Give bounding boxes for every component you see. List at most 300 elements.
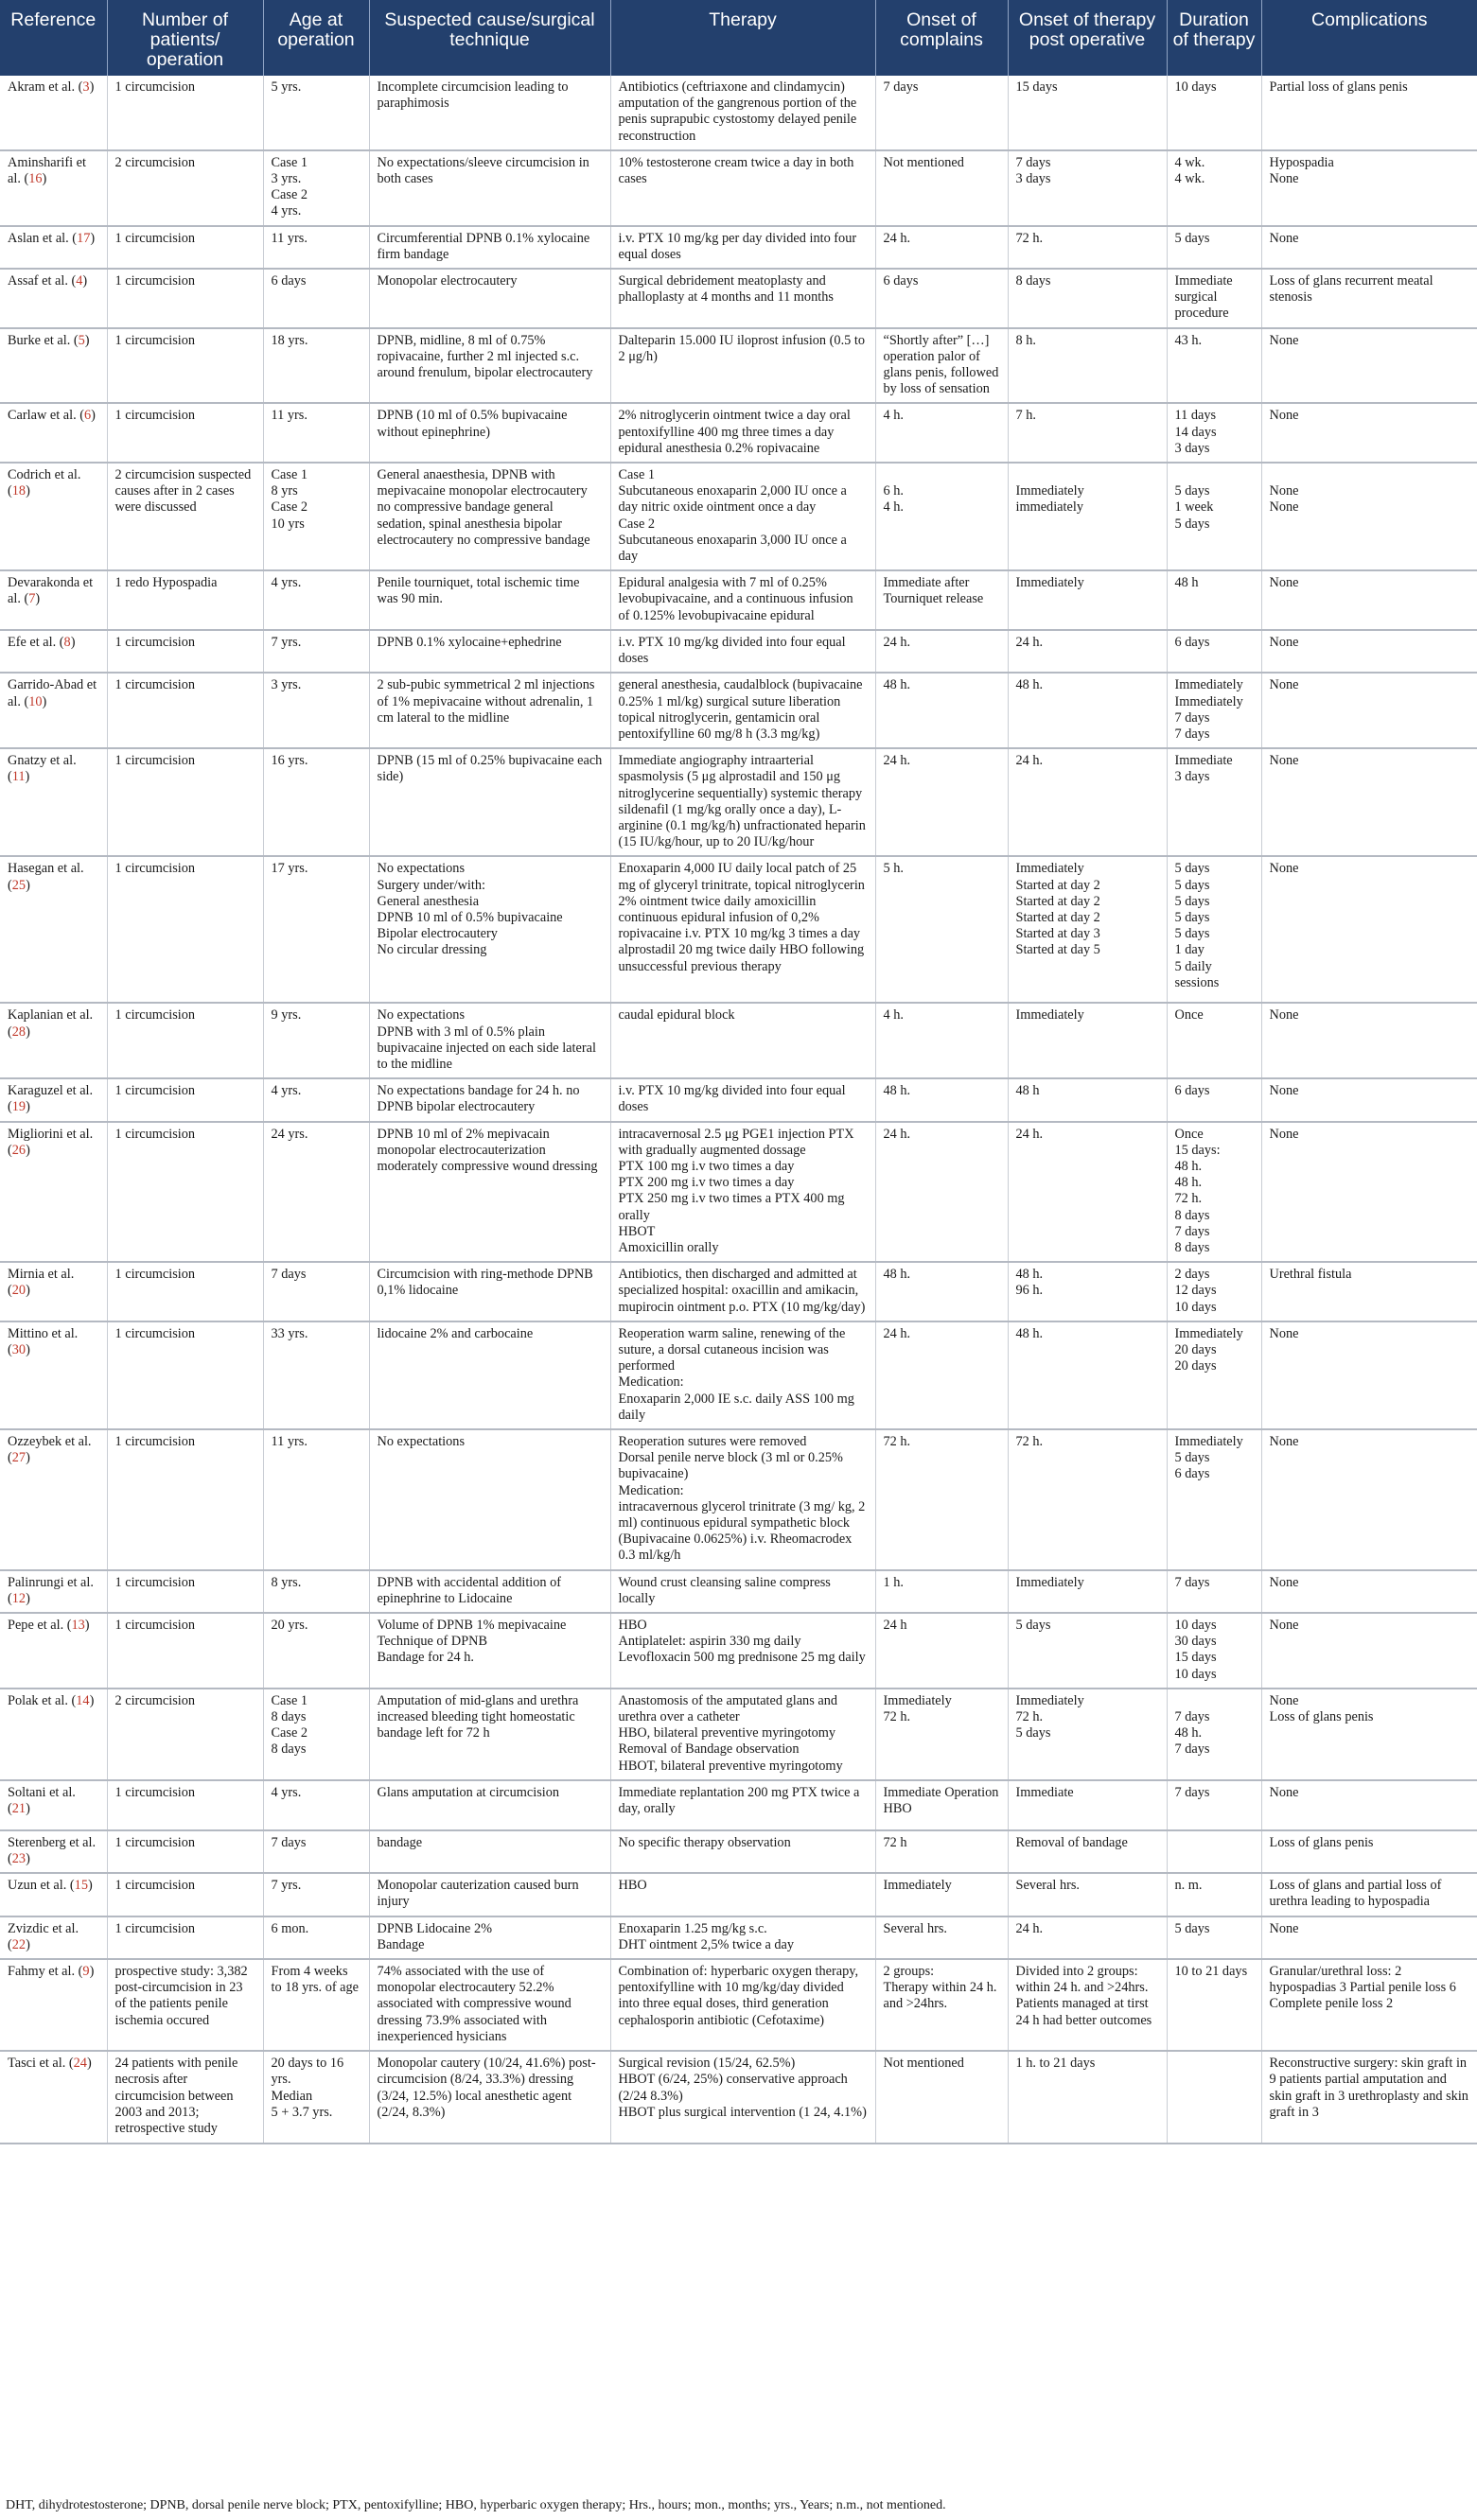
cell-therapy: i.v. PTX 10 mg/kg per day divided into four equal doses — [610, 226, 875, 269]
table-row — [0, 1613, 1477, 1689]
cell-duration: 5 days 1 week 5 days — [1167, 463, 1261, 570]
column-header: Age at operation — [263, 0, 369, 76]
cell-complications: Loss of glans and partial loss of urethra leading to hypospadia — [1261, 1873, 1477, 1916]
cell-onset-therapy: 7 h. — [1008, 403, 1167, 463]
reference-number-link[interactable]: 9 — [82, 1964, 90, 1980]
reference-number-link[interactable]: 11 — [11, 769, 26, 785]
reference-number-link[interactable]: 17 — [77, 230, 91, 246]
cell-onset-therapy: Removal of bandage — [1008, 1830, 1167, 1873]
table-row — [0, 226, 1477, 269]
cell-patients: prospective study: 3,382 post-circumcision in 23 of the patients penile ischemia occured — [107, 1959, 263, 2051]
cell-therapy: caudal epidural block — [610, 1003, 875, 1078]
cell-age: 5 yrs. — [263, 76, 369, 150]
cell-age: 6 mon. — [263, 1916, 369, 1959]
cell-onset-therapy: Immediately 72 h. 5 days — [1008, 1689, 1167, 1780]
cell-onset-therapy: Immediately — [1008, 1570, 1167, 1613]
cell-cause: DPNB 0.1% xylocaine+ephedrine — [369, 630, 610, 673]
cell-reference — [0, 1780, 107, 1830]
cell-patients: 2 circumcision suspected causes after in 2 cases were discussed — [107, 463, 263, 570]
cell-duration: Immediately 5 days 6 days — [1167, 1429, 1261, 1570]
reference-author: Fahmy et al. ( — [8, 1964, 83, 1980]
cell-onset-therapy: Immediately immediately — [1008, 463, 1167, 570]
column-header: Duration of therapy — [1167, 0, 1261, 76]
cell-complications: None — [1261, 328, 1477, 404]
cell-reference — [0, 1429, 107, 1570]
cell-cause: lidocaine 2% and carbocaine — [369, 1321, 610, 1429]
reference-author: Kaplanian et al. ( — [8, 1007, 94, 1040]
cell-cause: DPNB, midline, 8 ml of 0.75% ropivacaine, further 2 ml injected s.c. around frenulum, bipolar electrocautery — [369, 328, 610, 404]
cell-therapy: Combination of: hyperbaric oxygen therapy, pentoxifylline with 10 mg/kg/day divided into three equal doses, third generation cephalosporin antibiotic (Cefotaxime) — [610, 1959, 875, 2051]
cell-reference — [0, 748, 107, 856]
cell-reference — [0, 2051, 107, 2144]
table-row — [0, 1122, 1477, 1263]
reference-author: Zvizdic et al. ( — [8, 1920, 79, 1952]
reference-number-link[interactable]: 6 — [83, 408, 92, 424]
cell-onset-complaints: 24 h. — [875, 630, 1008, 673]
cell-onset-therapy: 15 days — [1008, 76, 1167, 150]
cell-complications: None — [1261, 630, 1477, 673]
cell-cause: No expectations Surgery under/with: General anesthesia DPNB 10 ml of 0.5% bupivacaine Bipolar electrocautery No circular dressing — [369, 856, 610, 1003]
cell-complications: Partial loss of glans penis — [1261, 76, 1477, 150]
reference-number-link[interactable]: 21 — [11, 1801, 26, 1817]
cell-complications: None Loss of glans penis — [1261, 1689, 1477, 1780]
cell-onset-complaints: 4 h. — [875, 403, 1008, 463]
cell-cause: Amputation of mid-glans and urethra increased bleeding tight homeostatic bandage left for 72 h — [369, 1689, 610, 1780]
cell-duration: 7 days — [1167, 1780, 1261, 1830]
cell-patients: 1 circumcision — [107, 1003, 263, 1078]
cell-onset-therapy: 48 h. 96 h. — [1008, 1262, 1167, 1321]
cell-reference — [0, 463, 107, 570]
cell-duration: 5 days — [1167, 1916, 1261, 1959]
reference-author: Aslan et al. ( — [8, 230, 78, 246]
cell-onset-therapy: Immediately — [1008, 1003, 1167, 1078]
table-row — [0, 463, 1477, 570]
cell-cause: Incomplete circumcision leading to paraphimosis — [369, 76, 610, 150]
cell-onset-complaints: 24 h — [875, 1613, 1008, 1689]
cell-onset-therapy: 1 h. to 21 days — [1008, 2051, 1167, 2144]
cell-reference — [0, 1078, 107, 1121]
cell-age: 11 yrs. — [263, 403, 369, 463]
column-header: Onset of therapy post operative — [1008, 0, 1167, 76]
cell-reference — [0, 1321, 107, 1429]
reference-number-link[interactable]: 13 — [71, 1618, 85, 1634]
cell-duration: 43 h. — [1167, 328, 1261, 404]
cell-age: 7 days — [263, 1262, 369, 1321]
cell-onset-therapy: Divided into 2 groups: within 24 h. and >24hrs. Patients managed at tirst 24 h had better outcomes — [1008, 1959, 1167, 2051]
cell-therapy: general anesthesia, caudalblock (bupivacaine 0.25% 1 ml/kg) surgical suture liberation topical nitroglycerin, gentamicin oral pentoxifylline 60 mg/8 h (3.3 mg/kg) — [610, 673, 875, 748]
reference-close: ) — [26, 1936, 30, 1952]
cell-reference — [0, 1916, 107, 1959]
cell-complications: None — [1261, 748, 1477, 856]
reference-number-link[interactable]: 10 — [28, 693, 43, 709]
cell-onset-complaints: 72 h — [875, 1830, 1008, 1873]
reference-close: ) — [26, 1024, 30, 1040]
cell-age: 20 days to 16 yrs. Median 5 + 3.7 yrs. — [263, 2051, 369, 2144]
table-row — [0, 1959, 1477, 2051]
cell-patients: 1 circumcision — [107, 269, 263, 328]
cell-patients: 1 circumcision — [107, 226, 263, 269]
cell-duration: Immediately Immediately 7 days 7 days — [1167, 673, 1261, 748]
cell-onset-complaints: 48 h. — [875, 673, 1008, 748]
cell-therapy: Wound crust cleansing saline compress locally — [610, 1570, 875, 1613]
cell-therapy: Surgical revision (15/24, 62.5%) HBOT (6/24, 25%) conservative approach (2/24 8.3%) HBOT plus surgical intervention (1 24, 4.1%) — [610, 2051, 875, 2144]
table-row — [0, 630, 1477, 673]
cell-age: 18 yrs. — [263, 328, 369, 404]
cell-complications: None — [1261, 1613, 1477, 1689]
table-row — [0, 1321, 1477, 1429]
table-body — [0, 76, 1477, 2144]
cell-cause: DPNB with accidental addition of epinephrine to Lidocaine — [369, 1570, 610, 1613]
cell-patients: 1 circumcision — [107, 1570, 263, 1613]
cell-age: 8 yrs. — [263, 1570, 369, 1613]
table-row — [0, 748, 1477, 856]
cell-reference — [0, 76, 107, 150]
cell-reference — [0, 150, 107, 226]
cell-cause: Circumferential DPNB 0.1% xylocaine firm bandage — [369, 226, 610, 269]
cell-reference — [0, 1003, 107, 1078]
table-footnote: DHT, dihydrotestosterone; DPNB, dorsal penile nerve block; PTX, pentoxifylline; HBO, hyperbaric oxygen therapy; Hrs., hours; mon., months; yrs., Years; n.m., not mentioned. — [6, 2498, 946, 2512]
cell-duration: Immediately 20 days 20 days — [1167, 1321, 1261, 1429]
reference-author: Sterenberg et al. ( — [8, 1834, 97, 1867]
reference-author: Karaguzel et al. ( — [8, 1083, 94, 1115]
cell-reference — [0, 226, 107, 269]
reference-author: Gnatzy et al. ( — [8, 753, 77, 785]
cell-onset-complaints: Not mentioned — [875, 150, 1008, 226]
cell-onset-complaints: Immediately 72 h. — [875, 1689, 1008, 1780]
reference-number-link[interactable]: 30 — [11, 1341, 26, 1357]
reference-number-link[interactable]: 5 — [78, 332, 85, 348]
cell-therapy: Antibiotics (ceftriaxone and clindamycin) amputation of the gangrenous portion of the penis suprapubic cystostomy delayed penile reconstruction — [610, 76, 875, 150]
column-header: Therapy — [610, 0, 875, 76]
cell-reference — [0, 1689, 107, 1780]
reference-close: ) — [91, 408, 96, 424]
cell-duration: Once — [1167, 1003, 1261, 1078]
cell-therapy: Reoperation sutures were removed Dorsal penile nerve block (3 ml or 0.25% bupivacaine) Medication: intracavernous glycerol trinitrate (3 mg/ kg, 2 ml) continuous epidural sympathetic block (Bupivacaine 0.0625%) i.v. Rheomacrodex 0.3 ml/kg/h — [610, 1429, 875, 1570]
reference-number-link[interactable]: 22 — [11, 1936, 26, 1952]
cell-therapy: Immediate angiography intraarterial spasmolysis (5 μg alprostadil and 150 μg nitroglycerine sequentially) systemic therapy sildenafil (1 mg/kg orally once a day), L-arginine (0.1 mg/kg/h) unfractionated heparin (15 IU/kg/hour, up to 20 IU/kg/hour — [610, 748, 875, 856]
reference-close: ) — [25, 769, 30, 785]
cell-therapy: No specific therapy observation — [610, 1830, 875, 1873]
reference-number-link[interactable]: 8 — [63, 634, 71, 650]
cell-cause: 2 sub-pubic symmetrical 2 ml injections of 1% mepivacaine without adrenalin, 1 cm lateral to the midline — [369, 673, 610, 748]
cell-reference — [0, 1959, 107, 2051]
cell-duration: 10 to 21 days — [1167, 1959, 1261, 2051]
cell-reference — [0, 1873, 107, 1916]
cell-cause: 74% associated with the use of monopolar electrocautery 52.2% associated with compressive wound dressing 73.9% associated with inexperienced hysicians — [369, 1959, 610, 2051]
cell-onset-therapy: Several hrs. — [1008, 1873, 1167, 1916]
cell-complications: None — [1261, 1780, 1477, 1830]
cell-reference — [0, 403, 107, 463]
table-row — [0, 1570, 1477, 1613]
cell-complications: None None — [1261, 463, 1477, 570]
cell-onset-therapy: 72 h. — [1008, 226, 1167, 269]
cell-complications: None — [1261, 1003, 1477, 1078]
table-row — [0, 1780, 1477, 1830]
cell-age: 7 yrs. — [263, 630, 369, 673]
cell-age: 7 days — [263, 1830, 369, 1873]
cell-reference — [0, 328, 107, 404]
reference-close: ) — [86, 2056, 92, 2072]
reference-close: ) — [70, 634, 76, 650]
cell-therapy: intracavernosal 2.5 μg PGE1 injection PTX with gradually augmented dossage PTX 100 mg i.v two times a day PTX 200 mg i.v two times a day PTX 250 mg i.v two times a PTX 400 mg orally HBOT Amoxicillin orally — [610, 1122, 875, 1263]
cell-patients: 1 circumcision — [107, 1830, 263, 1873]
cell-complications: Loss of glans recurrent meatal stenosis — [1261, 269, 1477, 328]
reference-number-link[interactable]: 25 — [11, 877, 26, 893]
cell-cause: No expectations DPNB with 3 ml of 0.5% plain bupivacaine injected on each side lateral to the midline — [369, 1003, 610, 1078]
cell-duration: 4 wk. 4 wk. — [1167, 150, 1261, 226]
cell-age: Case 1 3 yrs. Case 2 4 yrs. — [263, 150, 369, 226]
cell-therapy: 10% testosterone cream twice a day in both cases — [610, 150, 875, 226]
cell-duration: 5 days — [1167, 226, 1261, 269]
cell-cause: No expectations — [369, 1429, 610, 1570]
cell-onset-complaints: Several hrs. — [875, 1916, 1008, 1959]
cell-patients: 1 circumcision — [107, 856, 263, 1003]
cell-patients: 2 circumcision — [107, 150, 263, 226]
cell-cause: Volume of DPNB 1% mepivacaine Technique of DPNB Bandage for 24 h. — [369, 1613, 610, 1689]
cell-onset-complaints: Not mentioned — [875, 2051, 1008, 2144]
cell-duration: Once 15 days: 48 h. 48 h. 72 h. 8 days 7 days 8 days — [1167, 1122, 1261, 1263]
cell-age: 24 yrs. — [263, 1122, 369, 1263]
table-row — [0, 150, 1477, 226]
cell-duration: 10 days 30 days 15 days 10 days — [1167, 1613, 1261, 1689]
cell-cause: Circumcision with ring-methode DPNB 0,1% lidocaine — [369, 1262, 610, 1321]
table-row — [0, 269, 1477, 328]
cell-patients: 1 circumcision — [107, 403, 263, 463]
reference-author: Akram et al. ( — [8, 79, 83, 95]
cell-therapy: HBO Antiplatelet: aspirin 330 mg daily Levofloxacin 500 mg prednisone 25 mg daily — [610, 1613, 875, 1689]
cell-complications: Hypospadia None — [1261, 150, 1477, 226]
cell-complications: None — [1261, 1321, 1477, 1429]
cell-patients: 1 circumcision — [107, 1078, 263, 1121]
cell-therapy: Surgical debridement meatoplasty and phalloplasty at 4 months and 11 months — [610, 269, 875, 328]
cell-cause: DPNB (10 ml of 0.5% bupivacaine without epinephrine) — [369, 403, 610, 463]
cell-complications: None — [1261, 1916, 1477, 1959]
reference-author: Aminsharifi et al. ( — [8, 154, 86, 187]
cell-patients: 1 circumcision — [107, 1321, 263, 1429]
reference-close: ) — [26, 1142, 30, 1158]
cell-therapy: Reoperation warm saline, renewing of the suture, a dorsal cutaneous incision was performed Medication: Enoxaparin 2,000 IE s.c. daily ASS 100 mg daily — [610, 1321, 875, 1429]
cell-age: 20 yrs. — [263, 1613, 369, 1689]
reference-number-link[interactable]: 28 — [11, 1024, 26, 1040]
cell-reference — [0, 1613, 107, 1689]
cell-duration — [1167, 1830, 1261, 1873]
cell-cause: Penile tourniquet, total ischemic time was 90 min. — [369, 570, 610, 630]
reference-author: Uzun et al. ( — [8, 1878, 75, 1894]
reference-close: ) — [42, 171, 47, 187]
cell-onset-complaints: 24 h. — [875, 1321, 1008, 1429]
cell-age: 11 yrs. — [263, 226, 369, 269]
reference-number-link[interactable]: 14 — [76, 1692, 90, 1708]
reference-author: Mittino et al. ( — [8, 1325, 79, 1357]
cell-onset-therapy: 8 h. — [1008, 328, 1167, 404]
cell-onset-therapy: 72 h. — [1008, 1429, 1167, 1570]
cell-age: Case 1 8 yrs Case 2 10 yrs — [263, 463, 369, 570]
cell-duration: 6 days — [1167, 1078, 1261, 1121]
reference-author: Mirnia et al. ( — [8, 1267, 75, 1299]
cell-onset-therapy: Immediate — [1008, 1780, 1167, 1830]
cell-complications: None — [1261, 1429, 1477, 1570]
reference-close: ) — [26, 1283, 30, 1299]
cell-complications: None — [1261, 1122, 1477, 1263]
cell-onset-complaints: Immediate after Tourniquet release — [875, 570, 1008, 630]
cell-onset-complaints: 24 h. — [875, 748, 1008, 856]
cell-age: 11 yrs. — [263, 1429, 369, 1570]
reference-author: Hasegan et al. ( — [8, 861, 84, 893]
cell-duration: 10 days — [1167, 76, 1261, 150]
cell-cause: No expectations/sleeve circumcision in both cases — [369, 150, 610, 226]
cell-onset-therapy: Immediately — [1008, 570, 1167, 630]
cell-cause: DPNB (15 ml of 0.25% bupivacaine each side) — [369, 748, 610, 856]
column-header: Onset of complains — [875, 0, 1008, 76]
cell-therapy: Epidural analgesia with 7 ml of 0.25% levobupivacaine, and a continuous infusion of 0.125% levobupivacaine epidural — [610, 570, 875, 630]
cell-onset-complaints: 48 h. — [875, 1078, 1008, 1121]
reference-number-link[interactable]: 15 — [74, 1878, 88, 1894]
reference-number-link[interactable]: 18 — [11, 483, 26, 499]
cell-reference — [0, 673, 107, 748]
cell-patients: 1 circumcision — [107, 1122, 263, 1263]
cell-therapy: Enoxaparin 4,000 IU daily local patch of 25 mg of glyceryl trinitrate, topical nitroglycerin 2% ointment twice daily amoxicillin continuous epidural infusion of 0,2% ropivacaine i.v. PTX 10 mg/kg 3 times a day alprostadil 20 mg twice daily HBO following unsuccessful previous therapy — [610, 856, 875, 1003]
table-row — [0, 1078, 1477, 1121]
cell-patients: 1 circumcision — [107, 1873, 263, 1916]
cell-patients: 1 circumcision — [107, 673, 263, 748]
reference-number-link[interactable]: 7 — [28, 591, 36, 607]
cell-cause: Monopolar cautery (10/24, 41.6%) post-circumcision (8/24, 33.3%) dressing (3/24, 12.5%) local anesthetic agent (2/24, 8.3%) — [369, 2051, 610, 2144]
cell-therapy: Enoxaparin 1.25 mg/kg s.c. DHT ointment 2,5% twice a day — [610, 1916, 875, 1959]
cell-duration: 2 days 12 days 10 days — [1167, 1262, 1261, 1321]
cell-reference — [0, 570, 107, 630]
reference-author: Polak et al. ( — [8, 1692, 77, 1708]
reference-number-link[interactable]: 20 — [11, 1283, 26, 1299]
reference-number-link[interactable]: 27 — [11, 1450, 26, 1466]
cell-age: From 4 weeks to 18 yrs. of age — [263, 1959, 369, 2051]
cell-duration: Immediate 3 days — [1167, 748, 1261, 856]
reference-number-link[interactable]: 16 — [28, 171, 43, 187]
cell-therapy: i.v. PTX 10 mg/kg divided into four equal doses — [610, 630, 875, 673]
reference-number-link[interactable]: 19 — [11, 1099, 26, 1115]
table-row — [0, 2051, 1477, 2144]
reference-number-link[interactable]: 12 — [11, 1590, 26, 1606]
cell-reference — [0, 630, 107, 673]
cell-onset-therapy: 8 days — [1008, 269, 1167, 328]
reference-close: ) — [84, 1618, 90, 1634]
reference-author: Ozzeybek et al. ( — [8, 1434, 92, 1466]
table-row — [0, 328, 1477, 404]
cell-onset-therapy: 24 h. — [1008, 1916, 1167, 1959]
cell-age: Case 1 8 days Case 2 8 days — [263, 1689, 369, 1780]
reference-close: ) — [89, 79, 95, 95]
cell-age: 4 yrs. — [263, 1780, 369, 1830]
cell-onset-therapy: 5 days — [1008, 1613, 1167, 1689]
cell-patients: 1 circumcision — [107, 1262, 263, 1321]
table-row — [0, 403, 1477, 463]
cell-therapy: HBO — [610, 1873, 875, 1916]
cell-age: 7 yrs. — [263, 1873, 369, 1916]
cell-onset-complaints: Immediate Operation HBO — [875, 1780, 1008, 1830]
cell-age: 4 yrs. — [263, 1078, 369, 1121]
cell-cause: General anaesthesia, DPNB with mepivacaine monopolar electrocautery no compressive bandage general sedation, spinal anesthesia bipolar electrocautery no compressive bandage — [369, 463, 610, 570]
cell-age: 16 yrs. — [263, 748, 369, 856]
cell-reference — [0, 1262, 107, 1321]
cell-reference — [0, 1830, 107, 1873]
cell-complications: None — [1261, 1570, 1477, 1613]
cell-age: 6 days — [263, 269, 369, 328]
cell-cause: Monopolar cauterization caused burn injury — [369, 1873, 610, 1916]
reference-author: Efe et al. ( — [8, 634, 64, 650]
reference-number-link[interactable]: 26 — [11, 1142, 26, 1158]
cell-patients: 1 circumcision — [107, 1429, 263, 1570]
reference-close: ) — [26, 1450, 30, 1466]
reference-close: ) — [89, 1692, 95, 1708]
cell-onset-therapy: 48 h. — [1008, 673, 1167, 748]
reference-number-link[interactable]: 4 — [76, 273, 83, 289]
cell-onset-therapy: 48 h. — [1008, 1321, 1167, 1429]
cell-therapy: Antibiotics, then discharged and admitted at specialized hospital: oxacillin and amikacin, mupirocin ointment p.o. PTX (10 mg/kg/day) — [610, 1262, 875, 1321]
table-header — [0, 0, 1477, 76]
cell-onset-complaints: 6 h. 4 h. — [875, 463, 1008, 570]
cell-duration: 11 days 14 days 3 days — [1167, 403, 1261, 463]
cell-complications: None — [1261, 1078, 1477, 1121]
reference-author: Pepe et al. ( — [8, 1618, 72, 1634]
reference-close: ) — [82, 273, 88, 289]
reference-close: ) — [87, 1878, 93, 1894]
cell-cause: Glans amputation at circumcision — [369, 1780, 610, 1830]
reference-close: ) — [26, 1851, 30, 1867]
cell-therapy: Dalteparin 15.000 IU iloprost infusion (0.5 to 2 μg/h) — [610, 328, 875, 404]
cell-onset-complaints: 24 h. — [875, 226, 1008, 269]
reference-close: ) — [26, 877, 30, 893]
reference-author: Garrido-Abad et al. ( — [8, 677, 97, 709]
cell-onset-complaints: “Shortly after” […] operation palor of glans penis, followed by loss of sensation — [875, 328, 1008, 404]
column-header: Suspected cause/surgical technique — [369, 0, 610, 76]
cell-onset-therapy: 48 h — [1008, 1078, 1167, 1121]
table-row — [0, 1003, 1477, 1078]
reference-number-link[interactable]: 3 — [82, 79, 90, 95]
cell-duration: 7 days — [1167, 1570, 1261, 1613]
reference-author: Assaf et al. ( — [8, 273, 77, 289]
cell-duration: 7 days 48 h. 7 days — [1167, 1689, 1261, 1780]
cell-age: 9 yrs. — [263, 1003, 369, 1078]
cell-complications: None — [1261, 856, 1477, 1003]
cell-therapy: Case 1 Subcutaneous enoxaparin 2,000 IU once a day nitric oxide ointment once a day Case 2 Subcutaneous enoxaparin 3,000 IU once a day — [610, 463, 875, 570]
cell-duration: 48 h — [1167, 570, 1261, 630]
table-row — [0, 1689, 1477, 1780]
cell-duration: 5 days 5 days 5 days 5 days 5 days 1 day 5 daily sessions — [1167, 856, 1261, 1003]
cell-onset-complaints: 5 h. — [875, 856, 1008, 1003]
table-row — [0, 1429, 1477, 1570]
reference-author: Soltani et al. ( — [8, 1784, 76, 1817]
reference-author: Migliorini et al. ( — [8, 1126, 94, 1158]
reference-author: Tasci et al. ( — [8, 2056, 74, 2072]
reference-number-link[interactable]: 23 — [11, 1851, 26, 1867]
cell-reference — [0, 1122, 107, 1263]
reference-number-link[interactable]: 24 — [73, 2056, 87, 2072]
table-row — [0, 1873, 1477, 1916]
cell-patients: 1 circumcision — [107, 328, 263, 404]
cell-complications: None — [1261, 226, 1477, 269]
cell-patients: 1 circumcision — [107, 1613, 263, 1689]
cell-patients: 1 circumcision — [107, 76, 263, 150]
cell-complications: Loss of glans penis — [1261, 1830, 1477, 1873]
cell-patients: 1 circumcision — [107, 1780, 263, 1830]
reference-close: ) — [26, 1801, 30, 1817]
table-row — [0, 673, 1477, 748]
cell-cause: bandage — [369, 1830, 610, 1873]
cell-complications: Granular/urethral loss: 2 hypospadias 3 Partial penile loss 6 Complete penile loss 2 — [1261, 1959, 1477, 2051]
cell-complications: None — [1261, 570, 1477, 630]
cell-onset-therapy: 24 h. — [1008, 630, 1167, 673]
cell-cause: No expectations bandage for 24 h. no DPNB bipolar electrocautery — [369, 1078, 610, 1121]
table-row — [0, 570, 1477, 630]
